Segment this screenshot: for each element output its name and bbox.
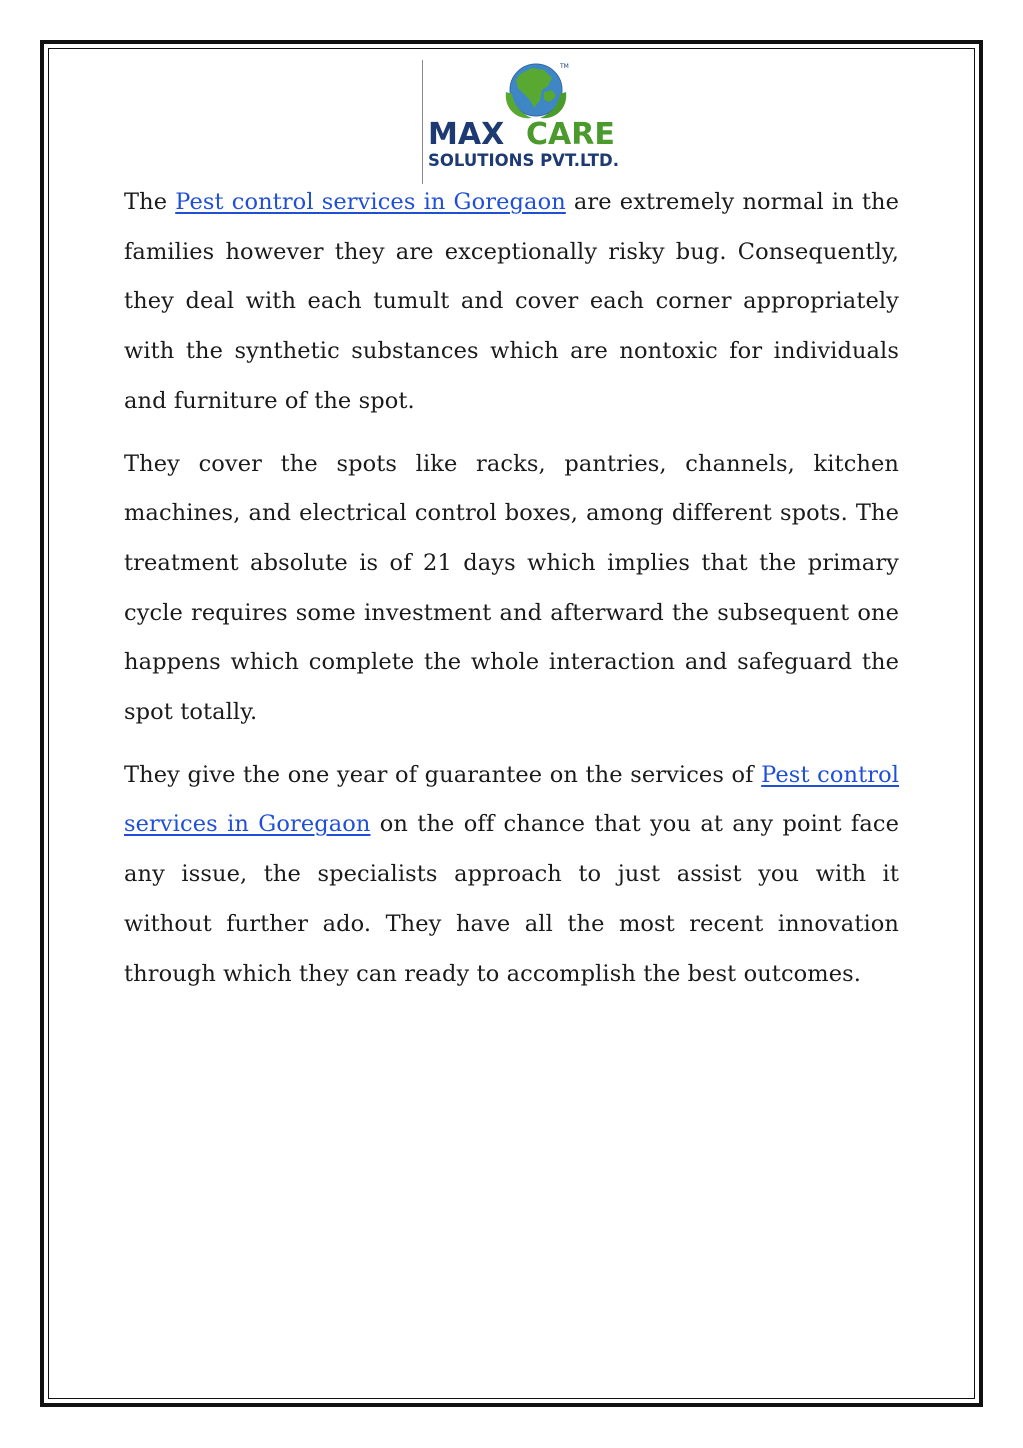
paragraph-1-intro: The	[124, 189, 176, 215]
paragraph-1-text: are extremely normal in the families however they are exceptionally risky bug. Consequently, they deal with each tumult and cover each corner appropriately with the synthetic substances which are nontoxic for individuals and furniture of the spot.	[124, 189, 899, 414]
paragraph-1	[124, 178, 899, 427]
pest-control-goregaon-link-2[interactable]: Pest control services in Goregaon	[124, 761, 900, 838]
paragraph-2: They cover the spots like racks, pantries, channels, kitchen machines, and electrical control boxes, among different spots. The treatment absolute is of 21 days which implies that the primary cycle requires some investment and afterward the subsequent one happens which complete the whole interaction and safeguard the spot totally.	[124, 450, 899, 726]
paragraph-3-text: on the off chance that you at any point face any issue, the specialists approach to just assist you with it without further ado. They have all the most recent innovation through which they can ready to accomplish the best outcomes.	[124, 811, 899, 987]
pest-control-goregaon-link-1[interactable]: Pest control services in Goregaon	[175, 189, 566, 215]
paragraph-3-intro: They give the one year of guarantee on the services of	[124, 761, 762, 788]
company-logo	[420, 60, 640, 184]
trademark-mark: TM	[560, 63, 569, 70]
article-body	[124, 178, 899, 999]
logo-subtitle-text: SOLUTIONS PVT.LTD.	[428, 151, 619, 170]
logo-divider	[422, 60, 423, 184]
paragraph-3	[124, 751, 899, 1000]
logo-max-text: MAX	[428, 117, 505, 152]
logo-graphic	[420, 60, 640, 184]
logo-care-text: CARE	[526, 117, 615, 152]
